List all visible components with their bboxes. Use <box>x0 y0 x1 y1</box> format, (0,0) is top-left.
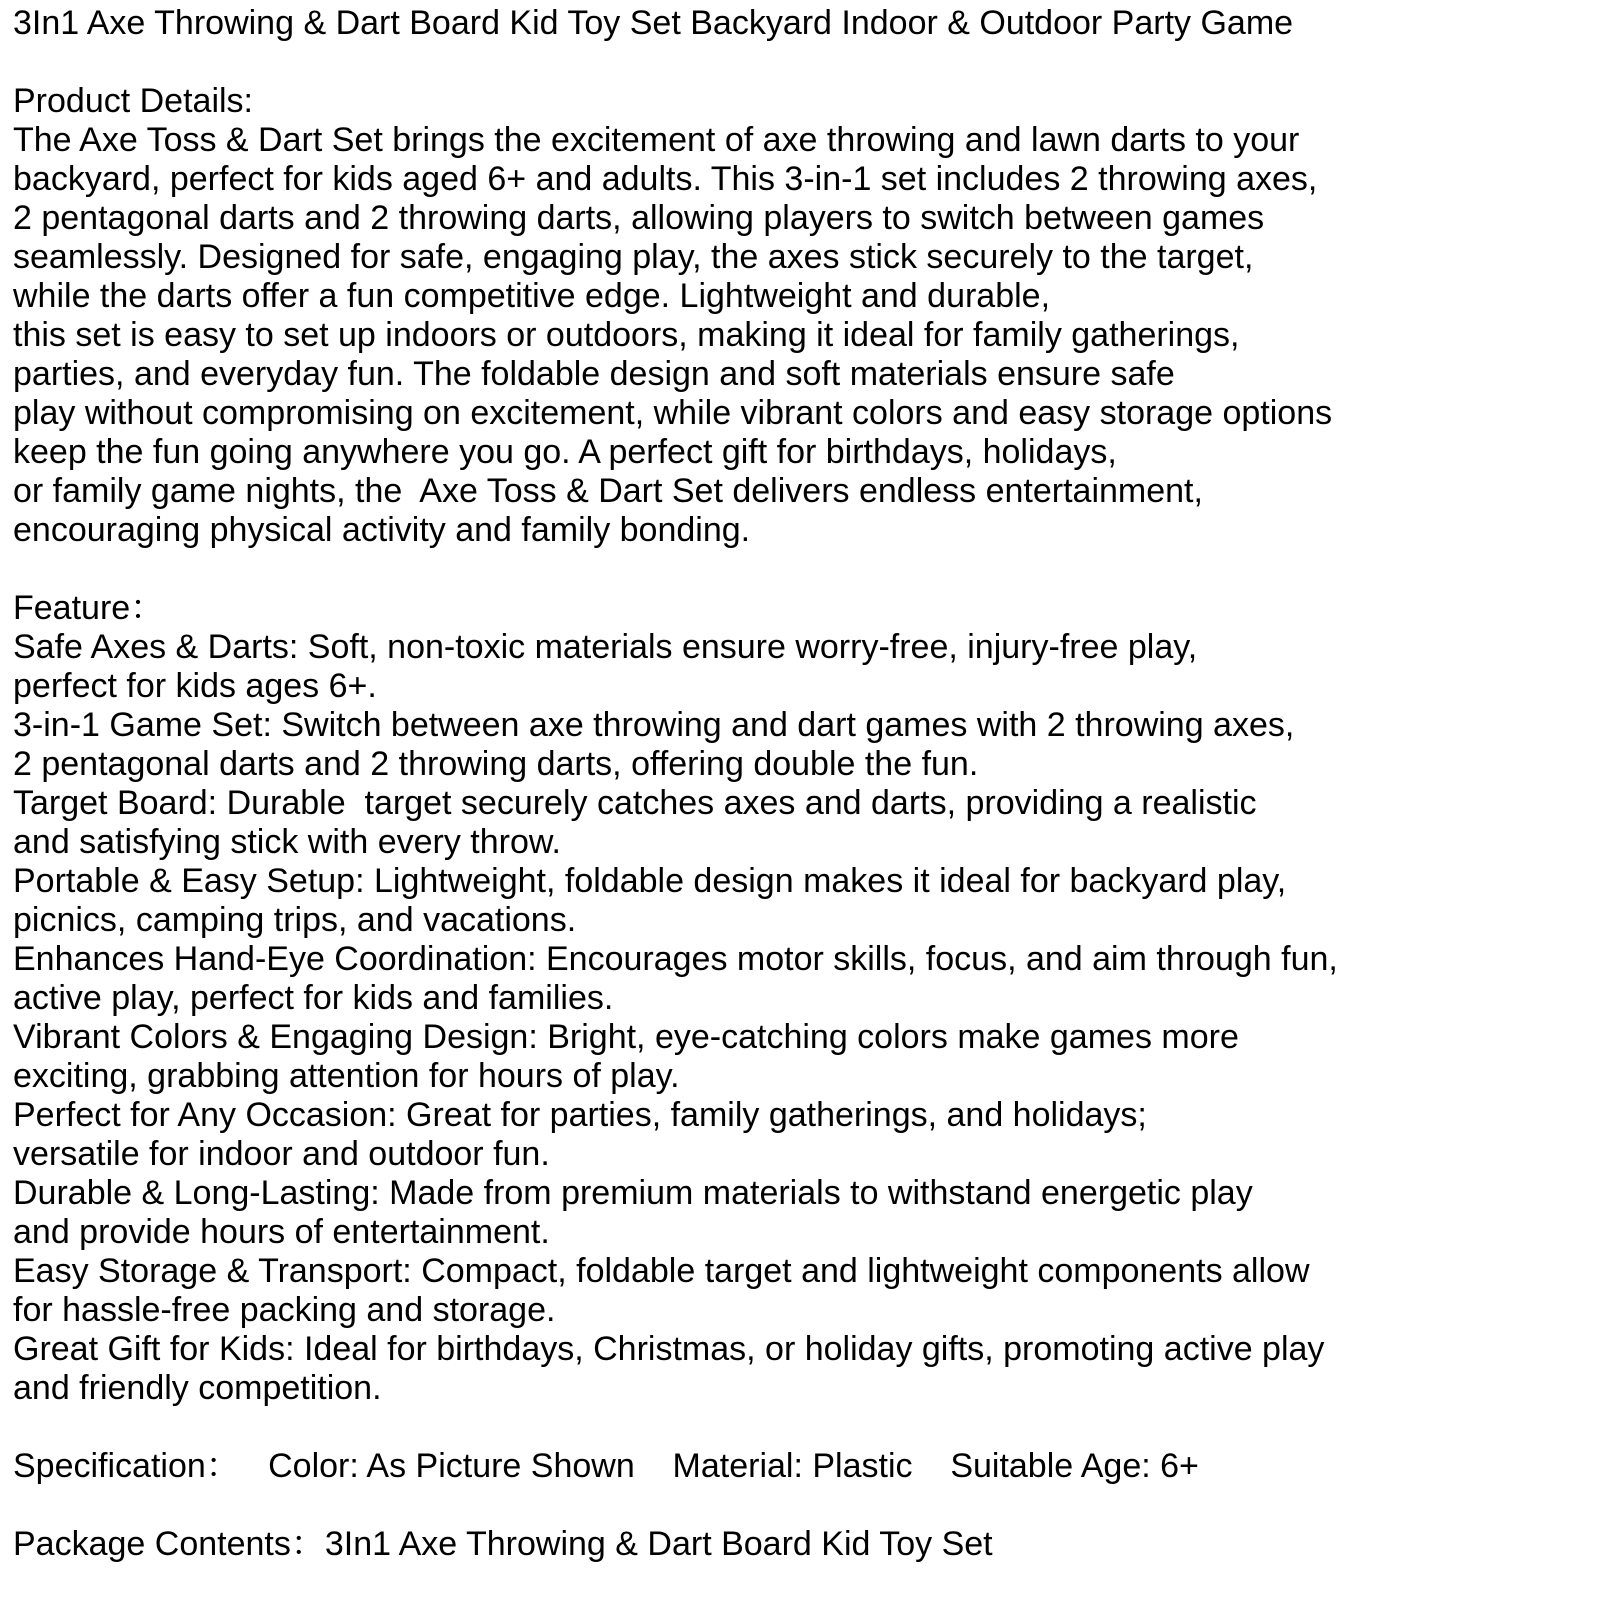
package-contents-row <box>13 1525 1593 1564</box>
feature-line: picnics, camping trips, and vacations. <box>13 901 577 939</box>
details-heading: Product Details: <box>13 82 253 120</box>
feature-line: Durable & Long-Lasting: Made from premium materials to withstand energetic play <box>13 1174 1253 1212</box>
specification-age: Suitable Age: 6+ <box>950 1447 1199 1485</box>
spacer <box>13 1486 1593 1525</box>
feature-line: active play, perfect for kids and families. <box>13 979 614 1017</box>
details-paragraph <box>13 121 1593 550</box>
spacer <box>13 550 1593 589</box>
feature-line: Perfect for Any Occasion: Great for parties, family gatherings, and holidays; <box>13 1096 1147 1134</box>
specification-row <box>13 1447 1593 1486</box>
details-line: seamlessly. Designed for safe, engaging play, the axes stick securely to the target, <box>13 238 1254 276</box>
feature-line: Target Board: Durable target securely catches axes and darts, providing a realistic <box>13 784 1257 822</box>
feature-line: Vibrant Colors & Engaging Design: Bright, eye-catching colors make games more <box>13 1018 1239 1056</box>
details-line: The Axe Toss & Dart Set brings the excitement of axe throwing and lawn darts to your <box>13 121 1300 159</box>
details-line: or family game nights, the Axe Toss & Dart Set delivers endless entertainment, <box>13 472 1203 510</box>
details-line: keep the fun going anywhere you go. A perfect gift for birthdays, holidays, <box>13 433 1117 471</box>
feature-line: perfect for kids ages 6+. <box>13 667 377 705</box>
product-description-document <box>13 4 1593 1564</box>
feature-line: versatile for indoor and outdoor fun. <box>13 1135 550 1173</box>
spacer <box>13 43 1593 82</box>
feature-line: Easy Storage & Transport: Compact, foldable target and lightweight components allow <box>13 1252 1310 1290</box>
feature-line: and friendly competition. <box>13 1369 382 1407</box>
details-line: this set is easy to set up indoors or outdoors, making it ideal for family gatherings, <box>13 316 1240 354</box>
details-line: parties, and everyday fun. The foldable design and soft materials ensure safe <box>13 355 1175 393</box>
feature-line: and provide hours of entertainment. <box>13 1213 550 1251</box>
details-line: while the darts offer a fun competitive edge. Lightweight and durable, <box>13 277 1051 315</box>
feature-heading: Feature： <box>13 589 165 627</box>
feature-line: 3-in-1 Game Set: Switch between axe throwing and dart games with 2 throwing axes, <box>13 706 1295 744</box>
feature-line: for hassle-free packing and storage. <box>13 1291 556 1329</box>
package-contents-label: Package Contents： <box>13 1525 325 1563</box>
specification-material: Material: Plastic <box>672 1447 913 1485</box>
spacer <box>13 1408 1593 1447</box>
feature-line: Portable & Easy Setup: Lightweight, foldable design makes it ideal for backyard play, <box>13 862 1287 900</box>
product-title: 3In1 Axe Throwing & Dart Board Kid Toy Set Backyard Indoor & Outdoor Party Game <box>13 4 1294 42</box>
specification-label: Specification： <box>13 1447 240 1485</box>
feature-line: Great Gift for Kids: Ideal for birthdays, Christmas, or holiday gifts, promoting active play <box>13 1330 1325 1368</box>
specification-color: Color: As Picture Shown <box>268 1447 635 1485</box>
feature-list <box>13 628 1593 1408</box>
feature-line: exciting, grabbing attention for hours of play. <box>13 1057 680 1095</box>
feature-line: and satisfying stick with every throw. <box>13 823 562 861</box>
feature-line: Safe Axes & Darts: Soft, non-toxic materials ensure worry-free, injury-free play, <box>13 628 1198 666</box>
details-line: play without compromising on excitement, while vibrant colors and easy storage options <box>13 394 1333 432</box>
details-line: encouraging physical activity and family bonding. <box>13 511 751 549</box>
feature-line: 2 pentagonal darts and 2 throwing darts, offering double the fun. <box>13 745 979 783</box>
feature-line: Enhances Hand-Eye Coordination: Encourages motor skills, focus, and aim through fun, <box>13 940 1338 978</box>
details-line: backyard, perfect for kids aged 6+ and adults. This 3-in-1 set includes 2 throwing axes, <box>13 160 1318 198</box>
details-line: 2 pentagonal darts and 2 throwing darts, allowing players to switch between games <box>13 199 1265 237</box>
package-contents-value: 3In1 Axe Throwing & Dart Board Kid Toy Set <box>324 1525 993 1563</box>
